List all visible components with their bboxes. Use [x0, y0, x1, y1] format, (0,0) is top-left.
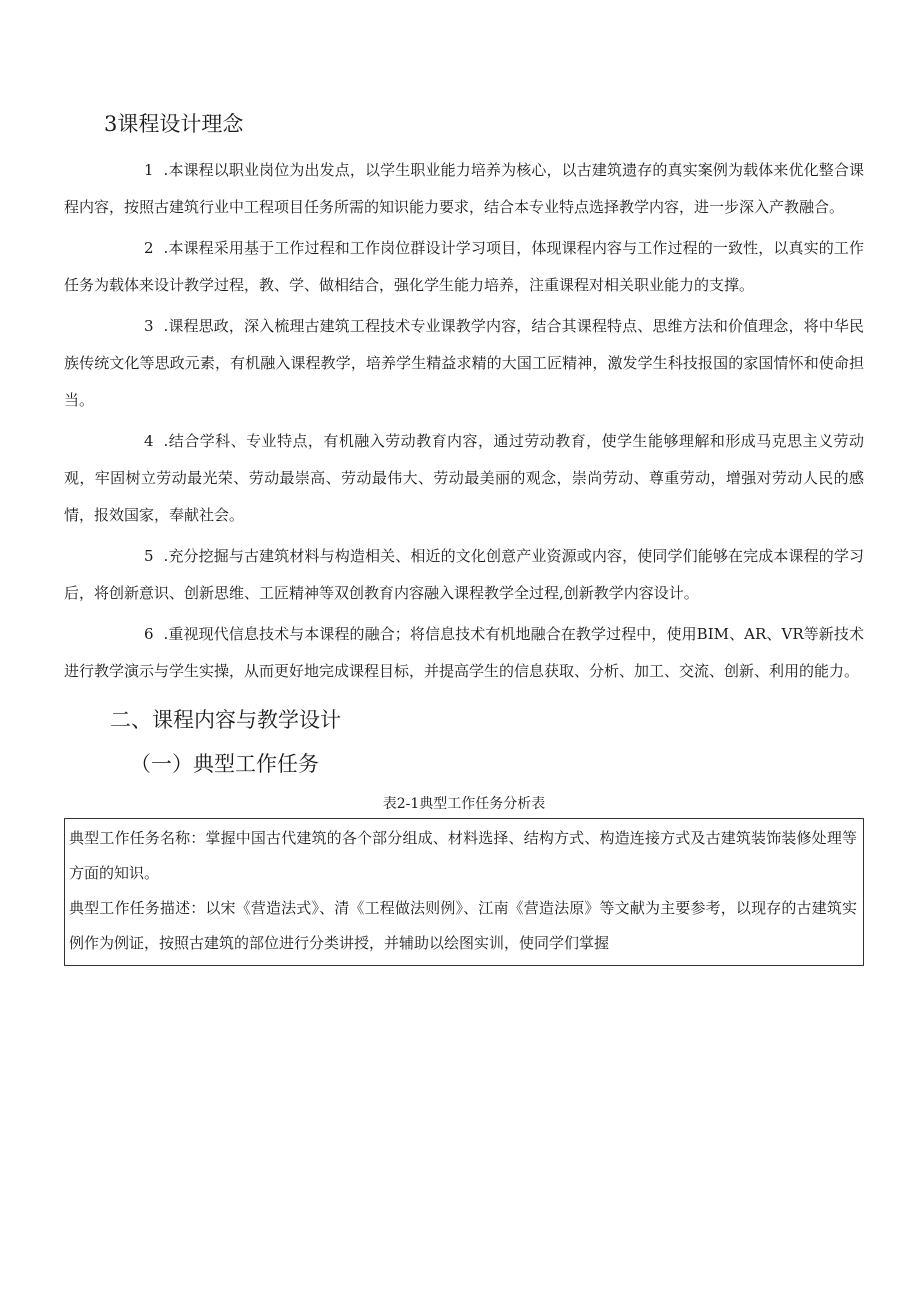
list-item — [64, 308, 864, 419]
item-number: 6 — [144, 625, 154, 643]
item-number: 4 — [144, 432, 154, 450]
item-text: .本课程以职业岗位为出发点，以学生职业能力培养为核心，以古建筑遗存的真实案例为载体来优化整合课程内容，按照古建筑行业中工程项目任务所需的知识能力要求，结合本专业特点选择教学内容，进一步深入产教融合。 — [64, 161, 864, 216]
task-name-row: 典型工作任务名称：掌握中国古代建筑的各个部分组成、材料选择、结构方式、构造连接方式及古建筑装饰装修处理等方面的知识。 — [69, 829, 857, 882]
item-text: .课程思政，深入梳理古建筑工程技术专业课教学内容，结合其课程特点、思维方法和价值理念，将中华民族传统文化等思政元素，有机融入课程教学，培养学生精益求精的大国工匠精神，激发学生科技报国的家国情怀和使命担当。 — [64, 317, 864, 409]
list-item — [64, 423, 864, 534]
chapter-heading: 二、课程内容与教学设计 — [110, 708, 341, 732]
table-caption: 表2-1典型工作任务分析表 — [382, 796, 546, 812]
item-text: .本课程采用基于工作过程和工作岗位群设计学习项目，体现课程内容与工作过程的一致性，以真实的工作任务为载体来设计教学过程，教、学、做相结合，强化学生能力培养，注重课程对相关职业能力的支撑。 — [64, 239, 864, 294]
list-item — [64, 152, 864, 226]
document-page — [64, 108, 864, 966]
item-text: .充分挖掘与古建筑材料与构造相关、相近的文化创意产业资源或内容，使同学们能够在完成本课程的学习后，将创新意识、创新思维、工匠精神等双创教育内容融入课程教学全过程,创新教学内容设计。 — [64, 547, 864, 602]
section-heading: 3课程设计理念 — [104, 112, 244, 136]
task-analysis-table — [64, 818, 864, 966]
item-number: 1 — [144, 161, 154, 179]
item-number: 2 — [144, 239, 154, 257]
item-text: .重视现代信息技术与本课程的融合；将信息技术有机地融合在教学过程中，使用BIM、AR、VR等新技术进行教学演示与学生实操，从而更好地完成课程目标，并提高学生的信息获取、分析、加工、交流、创新、利用的能力。 — [64, 625, 864, 680]
subsection-heading: （一）典型工作任务 — [130, 752, 319, 776]
item-number: 5 — [144, 547, 154, 565]
item-text: .结合学科、专业特点，有机融入劳动教育内容，通过劳动教育，使学生能够理解和形成马克思主义劳动观，牢固树立劳动最光荣、劳动最崇高、劳动最伟大、劳动最美丽的观念，崇尚劳动、尊重劳动，增强对劳动人民的感情，报效国家，奉献社会。 — [64, 432, 864, 524]
list-item — [64, 230, 864, 304]
item-number: 3 — [144, 317, 154, 335]
task-description-row: 典型工作任务描述：以宋《营造法式》、清《工程做法则例》、江南《营造法原》等文献为主要参考，以现存的古建筑实例作为例证，按照古建筑的部位进行分类讲授，并辅助以绘图实训，使同学们掌握 — [69, 899, 857, 952]
list-item — [64, 616, 864, 690]
list-item — [64, 538, 864, 612]
